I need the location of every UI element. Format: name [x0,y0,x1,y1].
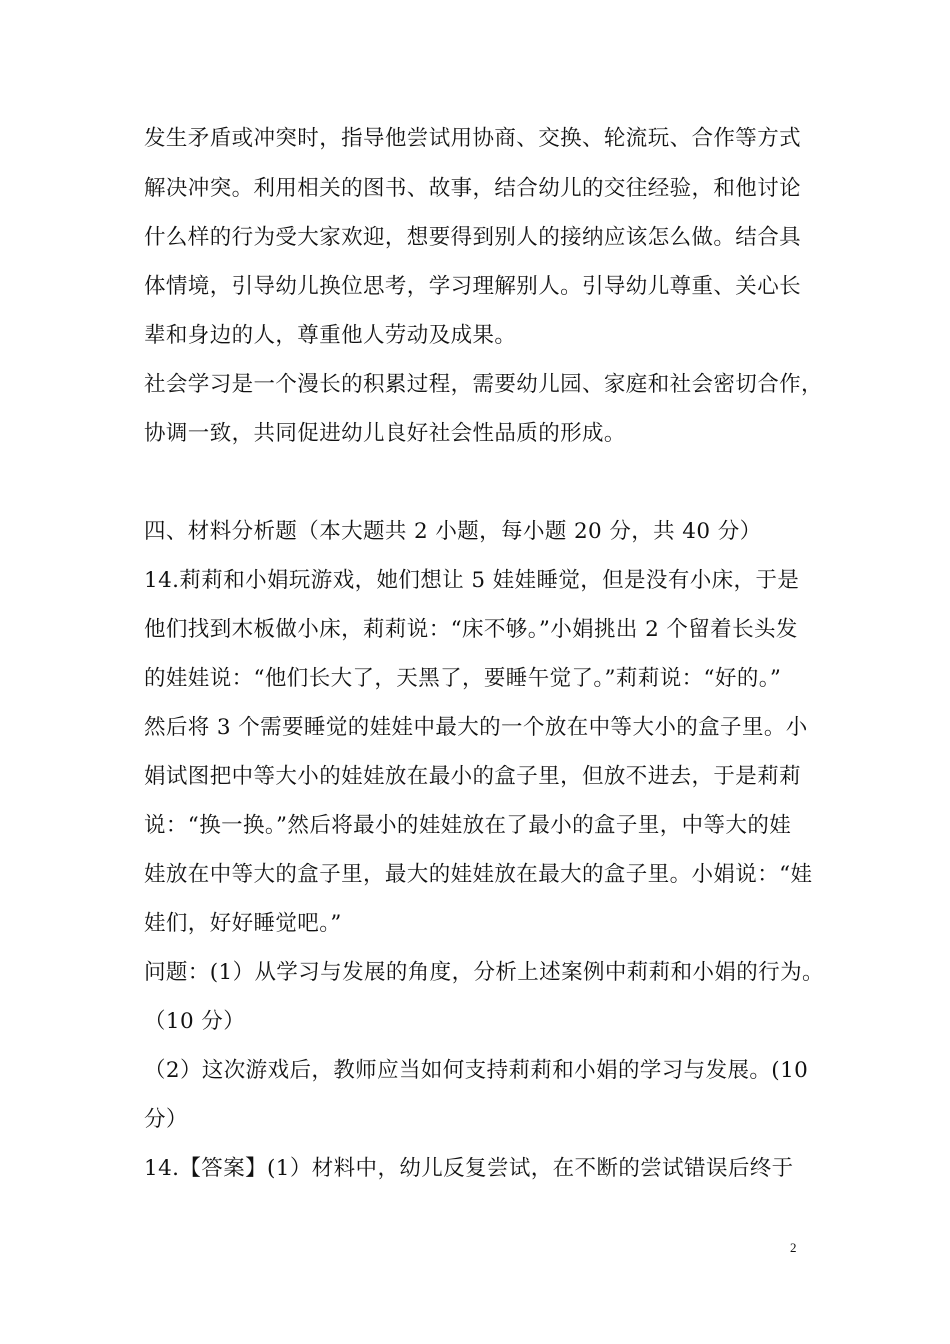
question-line: 娃放在中等大的盒子里，最大的娃娃放在最大的盒子里。小娟说：“娃 [144,862,813,887]
sub-question-line: 分） [144,1107,188,1132]
question-line: 娟试图把中等大小的娃娃放在最小的盒子里，但放不进去，于是莉莉 [144,764,802,789]
sub-question-line: （10 分） [144,1009,246,1034]
paragraph-line: 辈和身边的人，尊重他人劳动及成果。 [144,323,517,348]
question-line: 14.莉莉和小娟玩游戏，她们想让 5 娃娃睡觉，但是没有小床，于是 [144,568,800,593]
paragraph-line: 解决冲突。利用相关的图书、故事，结合幼儿的交往经验，和他讨论 [144,176,802,201]
question-line: 娃们，好好睡觉吧。” [144,911,342,936]
paragraph-line: 社会学习是一个漫长的积累过程，需要幼儿园、家庭和社会密切合作， [144,372,823,397]
sub-question-line: 问题：(1）从学习与发展的角度，分析上述案例中莉莉和小娟的行为。 [144,960,824,985]
paragraph-line: 协调一致，共同促进幼儿良好社会性品质的形成。 [144,421,626,446]
question-line: 的娃娃说：“他们长大了，天黑了，要睡午觉了。”莉莉说：“好的。” [144,666,782,691]
paragraph-line: 发生矛盾或冲突时，指导他尝试用协商、交换、轮流玩、合作等方式 [144,126,802,151]
question-line: 他们找到木板做小床，莉莉说：“床不够。”小娟挑出 2 个留着长头发 [144,617,798,642]
question-line: 然后将 3 个需要睡觉的娃娃中最大的一个放在中等大小的盒子里。小 [144,715,808,740]
section-heading: 四、材料分析题（本大题共 2 小题，每小题 20 分，共 40 分） [144,519,762,544]
question-line: 说：“换一换。”然后将最小的娃娃放在了最小的盒子里，中等大的娃 [144,813,792,838]
paragraph-line: 体情境，引导幼儿换位思考，学习理解别人。引导幼儿尊重、关心长 [144,274,802,299]
paragraph-line: 什么样的行为受大家欢迎，想要得到别人的接纳应该怎么做。结合具 [144,225,802,250]
sub-question-line: （2）这次游戏后，教师应当如何支持莉莉和小娟的学习与发展。(10 [144,1058,809,1083]
answer-line: 14.【答案】(1）材料中，幼儿反复尝试，在不断的尝试错误后终于 [144,1156,794,1181]
page-number: 2 [790,1240,797,1255]
